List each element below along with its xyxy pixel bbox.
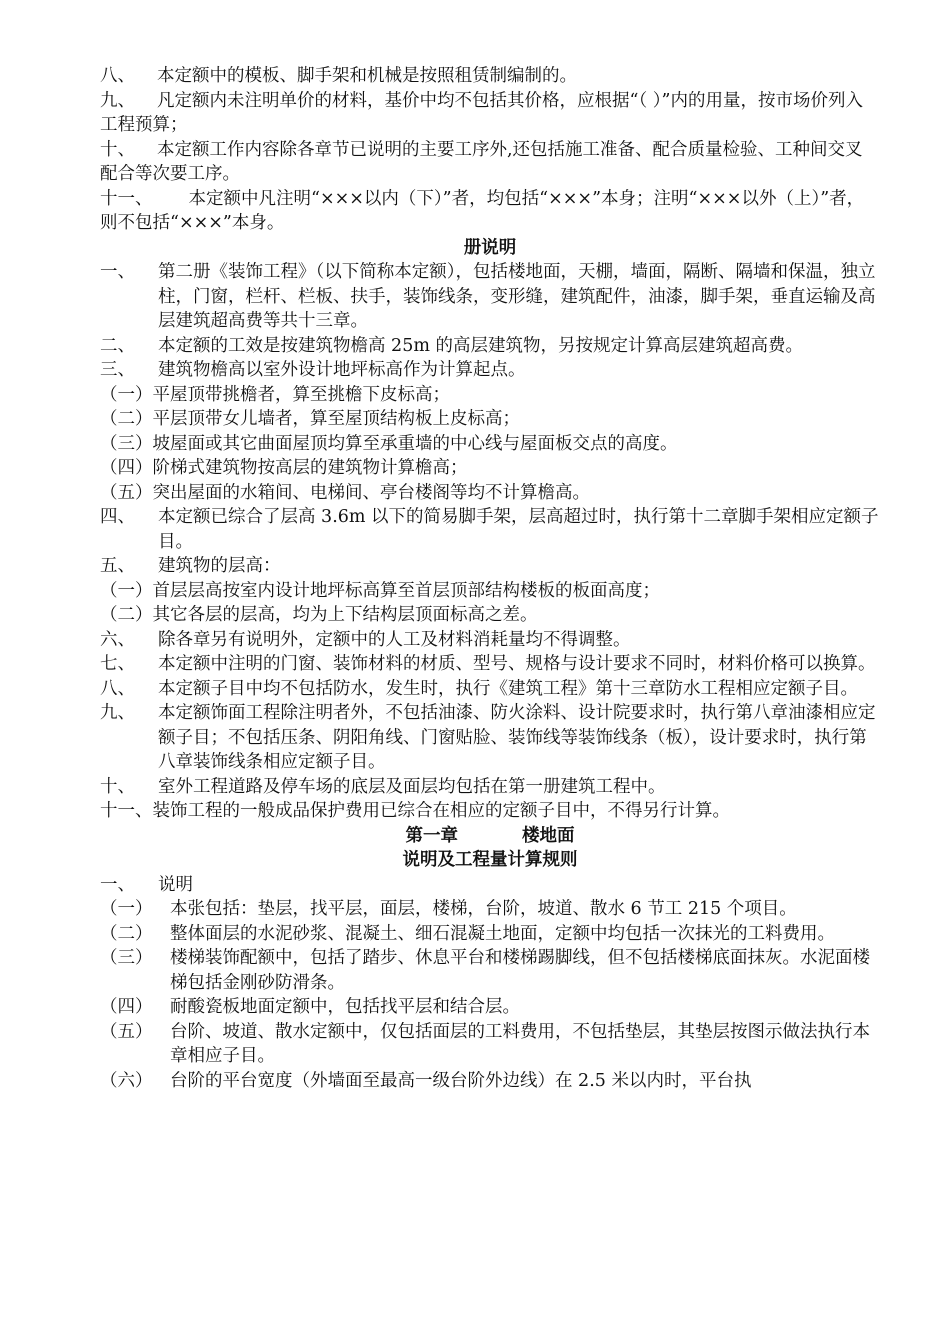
item-text: 本张包括：垫层，找平层，面层，楼梯，台阶，坡道、散水 6 节工 215 个项目。 — [170, 899, 797, 919]
item-number: （二） — [100, 923, 153, 944]
volume-item-9 — [100, 701, 880, 775]
chapter-name: 楼地面 — [522, 825, 575, 846]
volume-sub-item — [100, 383, 880, 408]
item-number: 八、 — [100, 678, 135, 699]
item-number: 十、 — [100, 776, 135, 797]
item-text: 首层层高按室内设计地坪标高算至首层顶部结构楼板的板面高度； — [152, 580, 660, 601]
item-text: 阶梯式建筑物按高层的建筑物计算檐高； — [152, 458, 468, 478]
volume-sub-item — [100, 481, 880, 506]
item-number: （四） — [100, 997, 153, 1017]
chapter-sub-item — [100, 897, 880, 922]
item-text: 建筑物的层高： — [158, 556, 281, 576]
item-number: （一） — [100, 580, 153, 601]
clause-number: 八、 — [100, 66, 135, 86]
item-number: 一、 — [100, 874, 135, 895]
volume-item-7 — [100, 652, 880, 677]
volume-sub-item — [100, 579, 880, 604]
item-text: 突出屋面的水箱间、电梯间、亭台楼阁等均不计算檐高。 — [152, 482, 590, 503]
item-number: 九、 — [100, 703, 135, 723]
item-number: 三、 — [100, 360, 135, 380]
clause-number: 十、 — [100, 139, 135, 160]
clause-10 — [100, 138, 880, 187]
item-text: 楼梯装饰配额中，包括了踏步、休息平台和楼梯踢脚线，但不包括楼梯底面抹灰。水泥面楼梯包括金刚砂防滑条。 — [170, 948, 870, 993]
volume-item-8 — [100, 677, 880, 702]
volume-item-4 — [100, 505, 880, 554]
item-number: （三） — [100, 948, 153, 968]
clause-text: 凡定额内未注明单价的材料，基价中均不包括其价格，应根据“（ ）”内的用量，按市场价列入工程预算； — [100, 90, 863, 135]
clause-8 — [100, 64, 880, 89]
item-text: 坡屋面或其它曲面屋顶均算至承重墙的中心线与屋面板交点的高度。 — [152, 433, 678, 454]
chapter-title — [100, 824, 880, 849]
volume-sub-item — [100, 407, 880, 432]
item-text: 其它各层的层高，均为上下结构层顶面标高之差。 — [152, 605, 538, 625]
chapter-sub-item — [100, 995, 880, 1020]
chapter-sub-item — [100, 946, 880, 995]
volume-sub-item — [100, 432, 880, 457]
item-number: （五） — [100, 482, 153, 503]
item-text: 整体面层的水泥砂浆、混凝土、细石混凝土地面，定额中均包括一次抹光的工料费用。 — [170, 923, 835, 944]
item-text: 台阶、坡道、散水定额中，仅包括面层的工料费用，不包括垫层，其垫层按图示做法执行本章相应子目。 — [170, 1021, 870, 1066]
item-number: 二、 — [100, 335, 135, 356]
item-number: （四） — [100, 458, 153, 478]
item-text: 室外工程道路及停车场的底层及面层均包括在第一册建筑工程中。 — [158, 776, 666, 797]
volume-title: 册说明 — [463, 237, 517, 258]
chapter-item-1 — [100, 873, 880, 898]
chapter-sub-item — [100, 1069, 880, 1094]
item-number: （三） — [100, 433, 153, 454]
item-number: 五、 — [100, 556, 135, 576]
clause-text: 本定额工作内容除各章节已说明的主要工序外,还包括施工准备、配合质量检验、工种间交叉配合等次要工序。 — [100, 139, 863, 184]
item-number: （一） — [100, 899, 153, 919]
item-text: 装饰工程的一般成品保护费用已综合在相应的定额子目中，不得另行计算。 — [152, 801, 730, 821]
item-number: （五） — [100, 1021, 153, 1042]
item-text: 本定额已综合了层高 3.6m 以下的简易脚手架，层高超过时，执行第十二章脚手架相应定额子目。 — [158, 507, 879, 552]
item-number: 十一、 — [100, 801, 153, 821]
chapter-sub-item — [100, 1020, 880, 1069]
item-text: 耐酸瓷板地面定额中，包括找平层和结合层。 — [170, 997, 520, 1017]
volume-sub-item — [100, 603, 880, 628]
item-text: 台阶的平台宽度（外墙面至最高一级台阶外边线）在 2.5 米以内时，平台执 — [170, 1070, 752, 1091]
clause-11 — [100, 187, 880, 236]
chapter-sub-item — [100, 922, 880, 947]
clause-number: 十一、 — [100, 188, 153, 209]
volume-item-11 — [100, 799, 880, 824]
volume-item-2 — [100, 334, 880, 359]
volume-item-10 — [100, 775, 880, 800]
clause-number: 九、 — [100, 90, 135, 111]
item-number: （六） — [100, 1070, 153, 1091]
volume-item-5 — [100, 554, 880, 579]
item-number: （一） — [100, 384, 153, 405]
volume-item-1 — [100, 260, 880, 334]
clause-text: 本定额中凡注明“×××以内（下）”者，均包括“×××”本身；注明“×××以外（上）”者，则不包括“×××”本身。 — [100, 188, 865, 233]
item-text: 本定额的工效是按建筑物檐高 25m 的高层建筑物，另按规定计算高层建筑超高费。 — [158, 335, 803, 356]
clause-9 — [100, 89, 880, 138]
volume-item-6 — [100, 628, 880, 653]
clause-text: 本定额中的模板、脚手架和机械是按照租赁制编制的。 — [157, 66, 577, 86]
item-text: 说明 — [158, 874, 193, 895]
item-text: 本定额中注明的门窗、装饰材料的材质、型号、规格与设计要求不同时，材料价格可以换算。 — [158, 654, 876, 674]
volume-sub-item — [100, 456, 880, 481]
item-text: 除各章另有说明外，定额中的人工及材料消耗量均不得调整。 — [158, 629, 631, 650]
item-number: 四、 — [100, 507, 135, 527]
item-text: 平屋顶带挑檐者，算至挑檐下皮标高； — [152, 384, 450, 405]
item-text: 建筑物檐高以室外设计地坪标高作为计算起点。 — [158, 360, 526, 380]
volume-item-3 — [100, 358, 880, 383]
item-number: （二） — [100, 409, 153, 429]
chapter-subtitle: 说明及工程量计算规则 — [402, 850, 578, 870]
item-text: 平层顶带女儿墙者，算至屋顶结构板上皮标高； — [152, 409, 520, 429]
item-text: 本定额饰面工程除注明者外，不包括油漆、防火涂料、设计院要求时，执行第八章油漆相应定额子目；不包括压条、阴阳角线、门窗贴脸、装饰线等装饰线条（板），设计要求时，执行第八章装饰线条相应定额子目。 — [158, 703, 876, 772]
item-number: 六、 — [100, 629, 135, 650]
item-text: 第二册《装饰工程》（以下简称本定额），包括楼地面，天棚，墙面，隔断、隔墙和保温，独立柱，门窗，栏杆、栏板、扶手，装饰线条，变形缝，建筑配件，油漆，脚手架，垂直运输及高层建筑超高费等共十三章。 — [158, 262, 876, 331]
item-number: 七、 — [100, 654, 135, 674]
document-body — [100, 64, 880, 1093]
item-number: （二） — [100, 605, 153, 625]
chapter-number: 第一章 — [405, 825, 458, 846]
item-number: 一、 — [100, 262, 135, 282]
item-text: 本定额子目中均不包括防水，发生时，执行《建筑工程》第十三章防水工程相应定额子目。 — [158, 678, 858, 699]
